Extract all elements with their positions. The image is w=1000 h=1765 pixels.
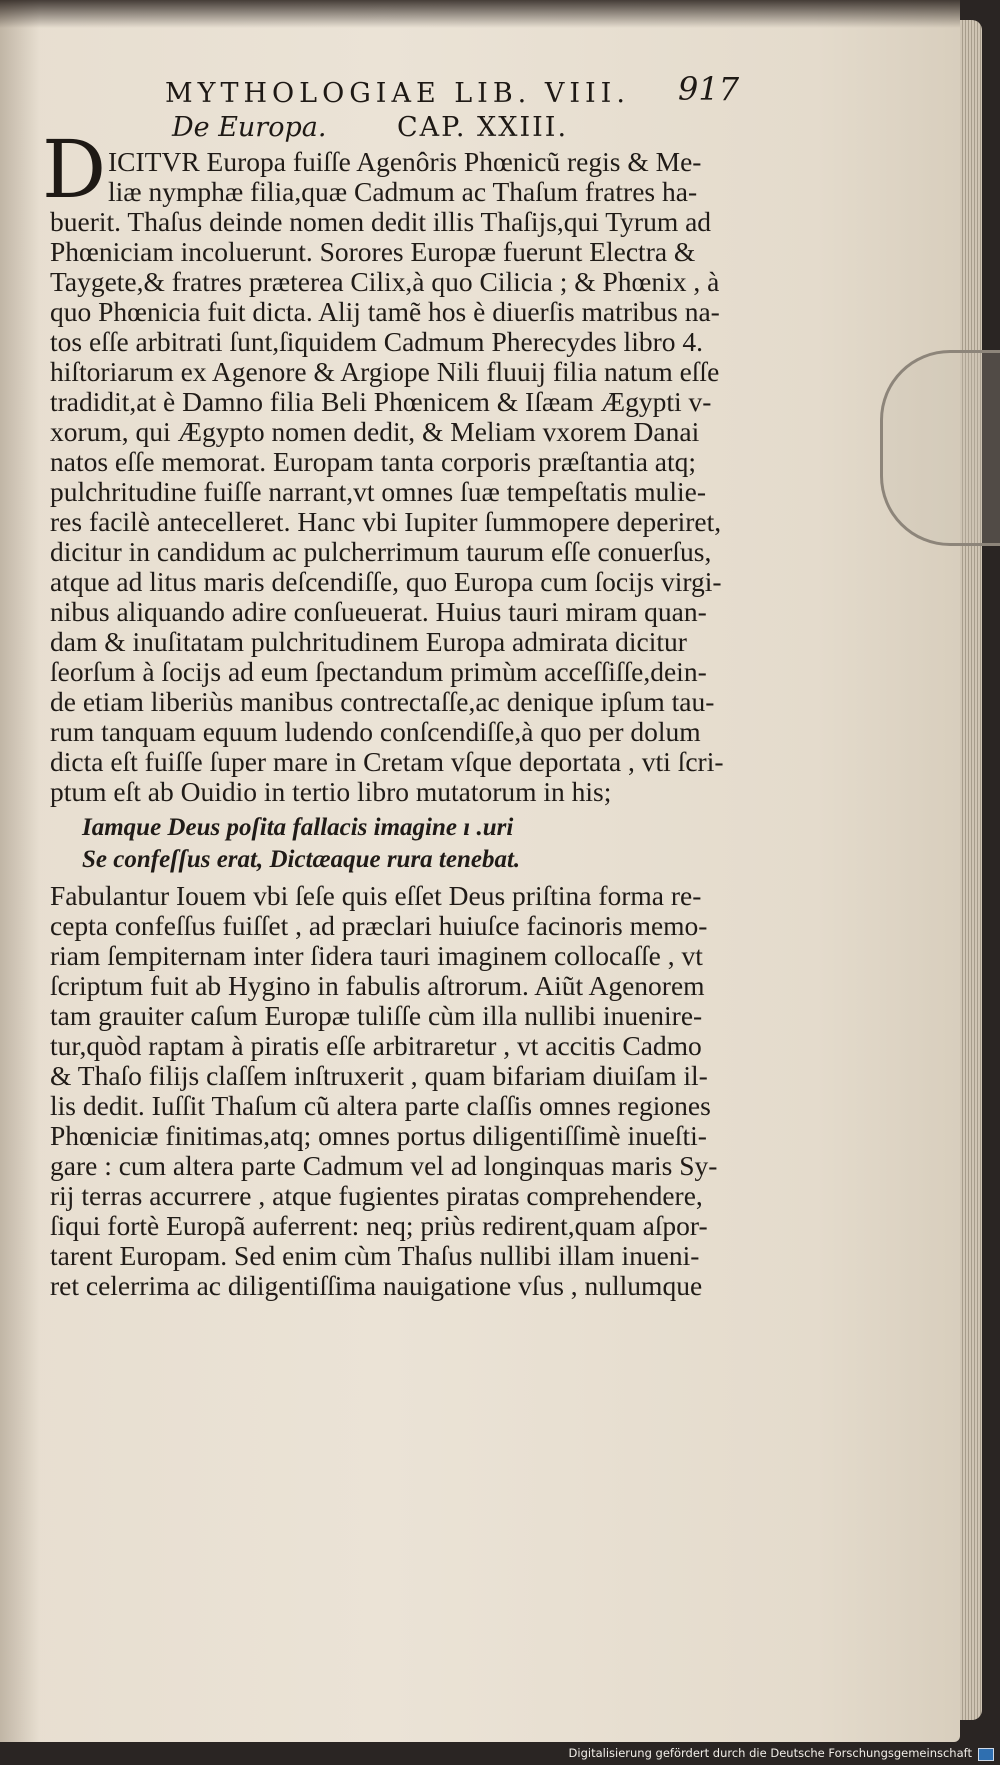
text-line: ſiqui fortè Europã auferrent: neq; priùs redirent,quam aſpor-: [50, 1210, 708, 1241]
digitization-credit: [569, 1745, 972, 1761]
text-line: quo Phœnicia fuit dicta. Alij tamẽ hos è diuerſis matribus na-: [50, 296, 720, 327]
dfg-logo: [978, 1748, 994, 1761]
verse-line: Iamque Deus poſita fallacis imagine ı .uri: [82, 814, 514, 841]
text-line: Phœniciam incoluerunt. Sorores Europæ fuerunt Electra &: [50, 236, 696, 267]
text-line: tam grauiter caſum Europæ tuliſſe cùm illa nullibi inuenire-: [50, 1000, 703, 1031]
text-line: natos eſſe memorat. Europam tanta corporis præſtantia atq;: [50, 446, 697, 477]
spine-shadow: [0, 0, 40, 1742]
page-clip: [880, 350, 1000, 546]
text-line: gare : cum altera parte Cadmum vel ad longinquas maris Sy-: [50, 1150, 718, 1181]
chapter-heading: [172, 112, 732, 143]
text-line: lis dedit. Iuſſit Thaſum cũ altera parte claſſis omnes regiones: [50, 1090, 711, 1121]
text-line: dicitur in candidum ac pulcherrimum taurum eſſe conuerſus,: [50, 536, 712, 567]
text-line: liæ nymphæ filia,quæ Cadmum ac Thaſum fratres ha-: [108, 176, 698, 207]
text-line: Phœniciæ finitimas,atq; omnes portus diligentiſſimè inueſti-: [50, 1120, 707, 1151]
top-shadow: [0, 0, 960, 28]
verse-line: Se confeſſus erat, Dictæaque rura tenebat.: [82, 846, 521, 873]
drop-cap: D: [42, 123, 107, 216]
text-line: rij terras accurrere , atque fugientes piratas comprehendere,: [50, 1180, 703, 1211]
text-line: nibus aliquando adire conſueuerat. Huius tauri miram quan-: [50, 596, 707, 627]
text-line: riam ſempiternam inter ſidera tauri imaginem collocaſſe , vt: [50, 940, 703, 971]
credit-text: Digitalisierung gefördert durch die Deutsche Forschungsgemeinschaft: [568, 1746, 972, 1760]
text-line: tarent Europam. Sed enim cùm Thaſus nullibi illam inueni-: [50, 1240, 700, 1271]
text-line: ſcriptum fuit ab Hygino in fabulis aſtrorum. Aiũt Agenorem: [50, 970, 705, 1001]
text-line: tradidit,at è Damno filia Beli Phœnicem & Iſæam Ægypti v-: [50, 386, 712, 417]
text-line: ret celerrima ac diligentiſſima nauigatione vſus , nullumque: [50, 1270, 703, 1301]
text-line: dam & inuſitatam pulchritudinem Europa admirata dicitur: [50, 626, 687, 657]
text-line: rum tanquam equum ludendo conſcendiſſe,à quo per dolum: [50, 716, 701, 747]
text-line: atque ad litus maris deſcendiſſe, quo Europa cum ſocijs virgi-: [50, 566, 722, 597]
text-line: ICITVR Europa fuiſſe Agenôris Phœnicũ regis & Me-: [108, 146, 702, 177]
text-line: pulchritudine fuiſſe narrant,vt omnes ſuæ tempeſtatis mulie-: [50, 476, 707, 507]
running-head: MYTHOLOGIAE LIB. VIII.: [165, 78, 630, 109]
page-number: 917: [678, 70, 740, 108]
text-line: ptum eſt ab Ouidio in tertio libro mutatorum in his;: [50, 776, 612, 807]
text-line: res facilè antecelleret. Hanc vbi Iupiter ſummopere deperiret,: [50, 506, 722, 537]
text-line: xorum, qui Ægypto nomen dedit, & Meliam vxorem Danai: [50, 416, 700, 447]
text-line: ſeorſum à ſocijs ad eum ſpectandum primùm acceſſiſſe,dein-: [50, 656, 707, 687]
text-line: cepta confeſſus fuiſſet , ad præclari huiuſce facinoris memo-: [50, 910, 708, 941]
text-line: tos eſſe arbitrati ſunt,ſiquidem Cadmum Pherecydes libro 4.: [50, 326, 703, 357]
text-line: de etiam liberiùs manibus contrectaſſe,ac denique ipſum tau-: [50, 686, 715, 717]
text-line: hiſtoriarum ex Agenore & Argiope Nili fluuij filia natum eſſe: [50, 356, 720, 387]
text-line: buerit. Thaſus deinde nomen dedit illis Thaſijs,qui Tyrum ad: [50, 206, 712, 237]
text-line: dicta eſt fuiſſe ſuper mare in Cretam vſque deportata , vti ſcri-: [50, 746, 724, 777]
chapter-topic: De Europa.: [172, 112, 327, 143]
text-line: Taygete,& fratres præterea Cilix,à quo Cilicia ; & Phœnix , à: [50, 266, 720, 297]
chapter-number: CAP. XXIII.: [397, 112, 569, 143]
text-line: & Thaſo filijs claſſem inſtruxerit , quam bifariam diuiſam il-: [50, 1060, 708, 1091]
text-line: tur,quòd raptam à piratis eſſe arbitraretur , vt accitis Cadmo: [50, 1030, 702, 1061]
text-line: Fabulantur Iouem vbi ſeſe quis eſſet Deus priſtina forma re-: [50, 880, 702, 911]
